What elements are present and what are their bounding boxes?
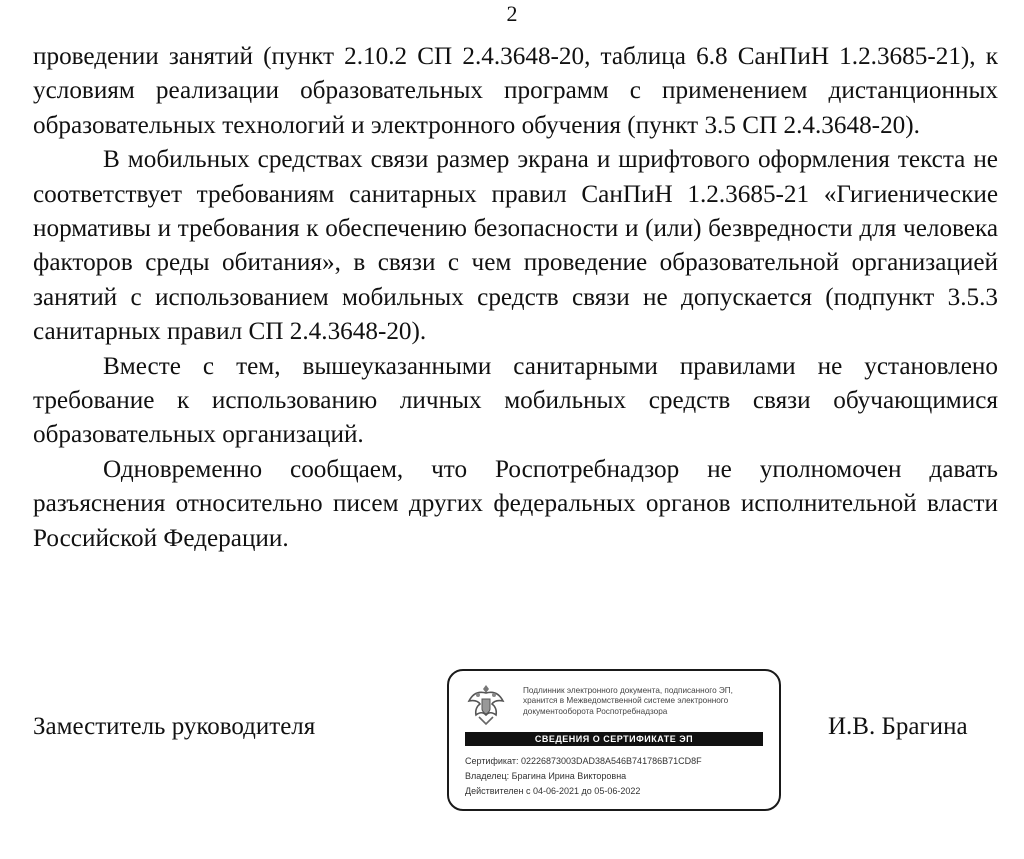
coat-of-arms-icon [465, 681, 507, 727]
paragraph-mobile-devices: В мобильных средствах связи размер экрана и шрифтового оформления текста не соответствует требованиям санитарных правил СанПиН 1.2.3685-21 «Гигиенические нормативы и требования к обеспечению безопасности и (или) безвредности для человека факторов среды обитания», в связи с чем проведение образовательной организацией занятий с использованием мобильных средств связи не допускается (подпункт 3.5.3 санитарных правил СП 2.4.3648-20). [33, 146, 998, 346]
stamp-header-text: Подлинник электронного документа, подписанного ЭП, хранится в Межведомственной системе электронного документооборота Роспотребнадзора [523, 686, 733, 716]
stamp-certificate-title: СВЕДЕНИЯ О СЕРТИФИКАТЕ ЭП [465, 732, 763, 746]
paragraph-personal-devices: Вместе с тем, вышеуказанными санитарными правилами не установлено требование к использованию личных мобильных средств связи обучающимися образовательных организаций. [33, 352, 998, 449]
stamp-validity: Действителен с 04-06-2021 до 05-06-2022 [465, 786, 641, 796]
page-number: 2 [506, 1, 518, 26]
paragraph-authority: Одновременно сообщаем, что Роспотребнадзор не уполномочен давать разъяснения относительно писем других федеральных органов исполнительной власти Российской Федерации. [33, 455, 998, 552]
signer-name: И.В. Брагина [828, 713, 968, 740]
signer-position: Заместитель руководителя [33, 713, 316, 740]
electronic-signature-stamp [447, 669, 781, 811]
paragraph-continuation: проведении занятий (пункт 2.10.2 СП 2.4.3648-20, таблица 6.8 СанПиН 1.2.3685-21), к условиям реализации образовательных программ с применением дистанционных образовательных технологий и электронного обучения (пункт 3.5 СП 2.4.3648-20). [33, 43, 998, 139]
stamp-certificate-number: Сертификат: 02226873003DAD38A546B741786B71CD8F [465, 756, 702, 766]
document-body [33, 40, 998, 556]
stamp-owner: Владелец: Брагина Ирина Викторовна [465, 771, 627, 781]
